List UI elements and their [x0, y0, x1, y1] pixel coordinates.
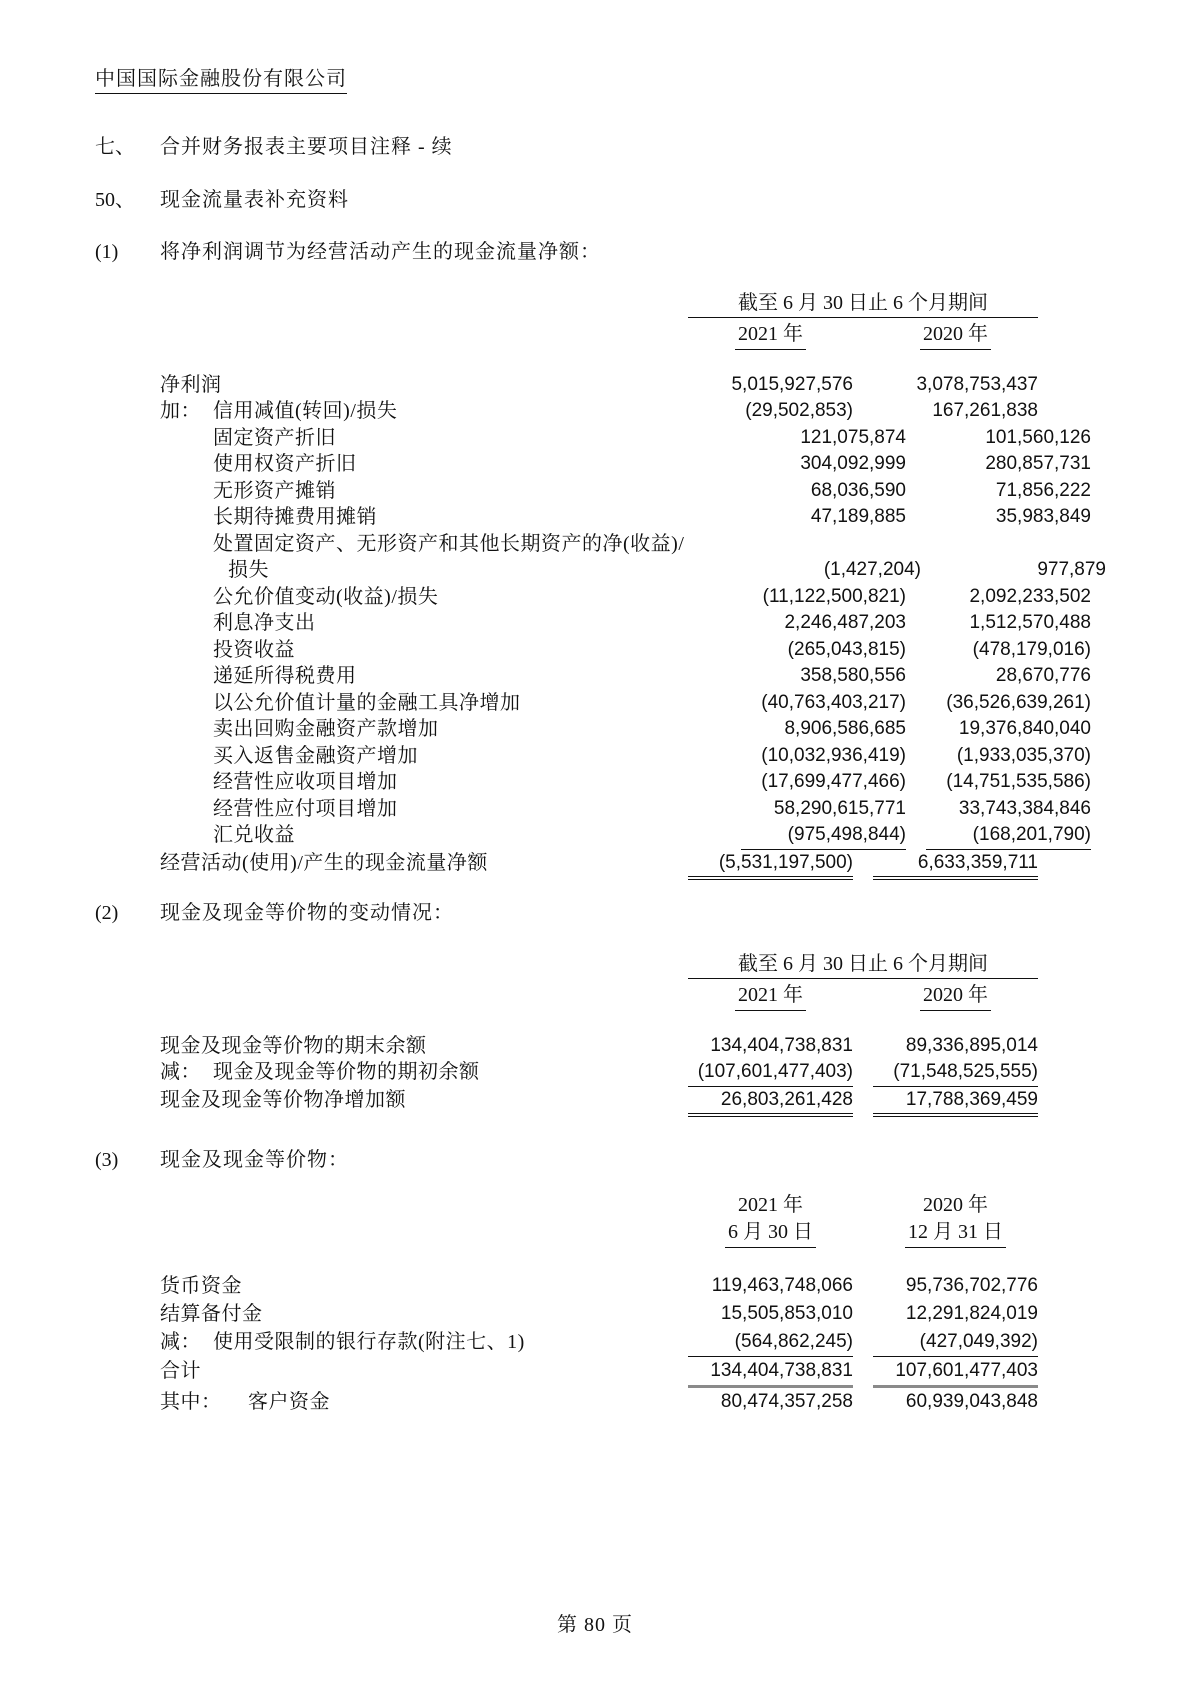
year-2020-label: 2020 年	[920, 321, 991, 350]
table-row	[160, 1059, 1038, 1087]
row-value-dec31: 95,736,702,776	[905, 1274, 1038, 1296]
row-value-2020: 71,856,222	[995, 479, 1091, 501]
row-label: 无形资产摊销	[213, 479, 336, 502]
table-row	[160, 1388, 1038, 1416]
row-label: 现金及现金等价物净增加额	[160, 1088, 406, 1111]
row-value-2020: 977,879	[1037, 559, 1106, 580]
row-value-2020: 35,983,849	[995, 506, 1091, 527]
row-value-dec31: 12,291,824,019	[905, 1302, 1038, 1324]
part1-heading	[95, 239, 1190, 266]
row-label	[160, 1059, 688, 1087]
part2-heading	[95, 900, 1190, 927]
part2-col-2021	[688, 982, 853, 1011]
total-row	[160, 850, 1038, 881]
row-label: 现金及现金等价物的期末余额	[160, 1034, 427, 1057]
table-row	[160, 1328, 1038, 1357]
row-value-2021: 26,803,261,428	[688, 1087, 853, 1118]
row-value-2020: (14,751,535,586)	[946, 771, 1091, 792]
row-value-2021: (1,427,204)	[823, 559, 921, 580]
row-value-2020: (1,933,035,370)	[956, 744, 1091, 766]
table-row	[160, 716, 1091, 743]
row-value-2020: 280,857,731	[985, 453, 1091, 474]
row-value-2020: 101,560,126	[985, 426, 1091, 448]
table-row	[160, 690, 1091, 717]
row-label: 利息净支出	[213, 612, 316, 634]
note-title: 现金流量表补充资料	[160, 188, 349, 211]
table-row	[160, 822, 1091, 850]
row-value-2021: (107,601,477,403)	[688, 1059, 853, 1087]
row-label: 汇兑收益	[213, 824, 295, 846]
part1-period-header: 截至 6 月 30 日止 6 个月期间	[688, 290, 1038, 318]
section-number: 七、	[95, 136, 135, 158]
row-value-dec31: 107,601,477,403	[873, 1357, 1038, 1388]
row-prefix: 减：	[160, 1061, 201, 1083]
row-value-2021: (29,502,853)	[745, 400, 853, 421]
part1-title: 将净利润调节为经营活动产生的现金流量净额：	[160, 241, 601, 263]
row-label: 卖出回购金融资产款增加	[213, 718, 439, 740]
row-value-2020: 19,376,840,040	[958, 718, 1091, 739]
row-value-2020: 1,512,570,488	[969, 612, 1091, 633]
row-label: 经营性应付项目增加	[213, 797, 398, 820]
row-value-2020: (36,526,639,261)	[946, 691, 1091, 713]
row-label: 买入返售金融资产增加	[213, 744, 418, 767]
row-value-2020: 17,788,369,459	[873, 1087, 1038, 1118]
row-label: 长期待摊费用摊销	[213, 506, 377, 528]
table-row	[160, 1272, 1038, 1300]
part3-title: 现金及现金等价物：	[160, 1149, 349, 1171]
part3-table	[160, 1192, 1038, 1416]
table-row	[160, 584, 1091, 611]
row-value-2021: 68,036,590	[810, 479, 906, 501]
row-value-2020: 89,336,895,014	[905, 1034, 1038, 1056]
row-value-2021: 58,290,615,771	[773, 797, 906, 819]
row-label: 净利润	[160, 373, 222, 396]
table-row	[160, 531, 1038, 558]
part1-rows	[160, 372, 1106, 881]
year-2020-label: 2020 年	[920, 982, 991, 1011]
part3-date-headers	[688, 1192, 1038, 1248]
table-row	[160, 557, 1106, 584]
row-value-jun30: 15,505,853,010	[720, 1302, 853, 1324]
row-label: 经营活动(使用)/产生的现金流量净额	[160, 851, 488, 874]
row-label-text: 客户资金	[248, 1390, 330, 1413]
row-value-2021: (975,498,844)	[741, 822, 906, 850]
row-label: 合计	[160, 1359, 201, 1382]
table-row	[160, 1300, 1038, 1328]
row-label: 以公允价值计量的金融工具净增加	[213, 691, 521, 714]
row-prefix: 加：	[160, 400, 201, 422]
part1-col-2021	[688, 321, 853, 350]
date-2021-day: 6 月 30 日	[725, 1219, 816, 1248]
row-value-2020: 6,633,359,711	[873, 850, 1038, 881]
part2-col-2020	[873, 982, 1038, 1011]
row-value-jun30: 119,463,748,066	[711, 1274, 853, 1296]
part1-table	[160, 290, 1106, 881]
table-row	[160, 769, 1091, 796]
part1-year-headers	[688, 321, 1038, 350]
row-label	[160, 1328, 688, 1357]
row-label: 递延所得税费用	[213, 665, 357, 687]
part3-col-2021	[688, 1192, 853, 1248]
row-value-dec31: 60,939,043,848	[905, 1390, 1038, 1412]
total-row	[160, 1087, 1038, 1118]
row-value-2021: 47,189,885	[810, 506, 906, 527]
row-label	[160, 1388, 688, 1416]
year-2021-label: 2021 年	[735, 321, 806, 350]
table-row	[160, 372, 1038, 399]
section-title: 合并财务报表主要项目注释 - 续	[160, 136, 453, 158]
row-value-2020: 3,078,753,437	[916, 373, 1038, 395]
part2-rows	[160, 1033, 1038, 1118]
part2-period-header: 截至 6 月 30 日止 6 个月期间	[688, 951, 1038, 979]
note-number: 50、	[95, 188, 135, 211]
row-value-2021: (5,531,197,500)	[688, 850, 853, 881]
part1-col-2020	[873, 321, 1038, 350]
row-label: 公允价值变动(收益)/损失	[213, 585, 439, 608]
table-row	[160, 663, 1091, 690]
part3-heading	[95, 1147, 1190, 1174]
row-value-2020: (168,201,790)	[926, 822, 1091, 850]
row-label-text: 信用减值(转回)/损失	[213, 400, 398, 422]
row-label: 固定资产折旧	[213, 426, 336, 449]
column-gap	[853, 321, 873, 350]
row-value-2021: 134,404,738,831	[710, 1034, 853, 1056]
row-value-2021: (11,122,500,821)	[762, 585, 906, 607]
row-label: 处置固定资产、无形资产和其他长期资产的净(收益)/	[213, 532, 685, 555]
table-row	[160, 478, 1091, 505]
row-value-dec31: (427,049,392)	[873, 1328, 1038, 1357]
row-value-2021: 304,092,999	[800, 453, 906, 474]
table-row	[160, 1033, 1038, 1060]
table-row	[160, 425, 1091, 452]
table-row	[160, 637, 1091, 664]
table-row	[160, 398, 1038, 425]
note-heading	[95, 187, 1190, 214]
row-value-2021: (265,043,815)	[787, 638, 906, 660]
part3-col-2020	[873, 1192, 1038, 1248]
part1-number: (1)	[95, 241, 119, 263]
date-2021-year: 2021 年	[738, 1193, 803, 1216]
row-label: 使用权资产折旧	[213, 453, 357, 475]
row-label: 货币资金	[160, 1274, 242, 1297]
row-value-jun30: 80,474,357,258	[720, 1390, 853, 1412]
row-label: 投资收益	[213, 638, 295, 661]
row-value-2021: (10,032,936,419)	[761, 744, 906, 766]
part3-number: (3)	[95, 1149, 119, 1171]
part2-title: 现金及现金等价物的变动情况：	[160, 902, 454, 924]
part3-rows	[160, 1272, 1038, 1416]
row-prefix: 其中：	[160, 1390, 222, 1413]
row-value-2021: (40,763,403,217)	[761, 691, 906, 713]
row-value-2020: (478,179,016)	[972, 638, 1091, 660]
row-prefix: 减：	[160, 1330, 201, 1353]
row-value-jun30: (564,862,245)	[688, 1328, 853, 1357]
part2-table	[160, 951, 1038, 1118]
total-row	[160, 1357, 1038, 1388]
date-2020-year: 2020 年	[923, 1193, 988, 1216]
row-value-jun30: 134,404,738,831	[688, 1357, 853, 1388]
date-2020-day: 12 月 31 日	[905, 1219, 1006, 1248]
row-value-2020: 2,092,233,502	[969, 585, 1091, 607]
row-value-2020: 167,261,838	[932, 400, 1038, 421]
row-value-2020: 33,743,384,846	[958, 797, 1091, 819]
row-value-2020: 28,670,776	[995, 665, 1091, 686]
row-value-2021: 5,015,927,576	[731, 373, 853, 395]
row-label: 结算备付金	[160, 1302, 263, 1325]
part2-number: (2)	[95, 902, 119, 924]
row-value-2021: (17,699,477,466)	[761, 771, 906, 792]
year-2021-label: 2021 年	[735, 982, 806, 1011]
row-label-text: 使用受限制的银行存款(附注七、1)	[213, 1330, 525, 1353]
row-label	[160, 398, 688, 425]
table-row	[160, 743, 1091, 770]
row-value-2021: 358,580,556	[800, 665, 906, 686]
row-value-2021: 8,906,586,685	[784, 718, 906, 739]
table-row	[160, 796, 1091, 823]
row-label: 损失	[228, 559, 269, 581]
part2-year-headers	[688, 982, 1038, 1011]
table-row	[160, 504, 1091, 531]
company-name: 中国国际金融股份有限公司	[95, 62, 347, 94]
row-value-2021: 2,246,487,203	[784, 612, 906, 633]
row-label-text: 现金及现金等价物的期初余额	[213, 1061, 480, 1083]
section-heading	[95, 134, 1190, 161]
row-value-2020: (71,548,525,555)	[873, 1059, 1038, 1087]
table-row	[160, 610, 1091, 637]
row-value-2021: 121,075,874	[800, 426, 906, 448]
page-number: 第 80 页	[557, 1614, 633, 1636]
table-row	[160, 451, 1091, 478]
row-label: 经营性应收项目增加	[213, 771, 398, 793]
